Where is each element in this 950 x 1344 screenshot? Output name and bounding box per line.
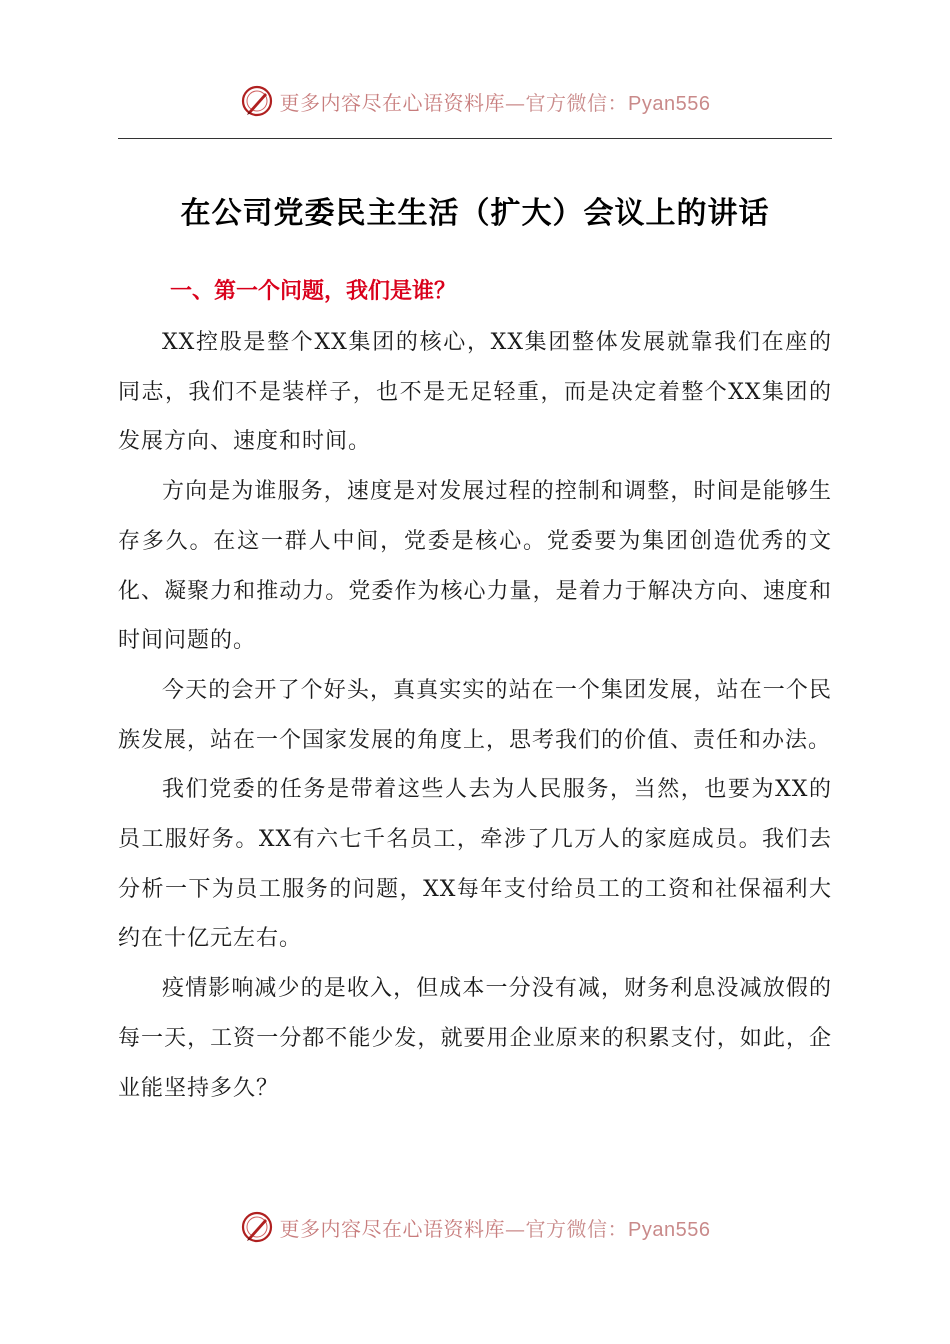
pen-logo-icon	[240, 1210, 274, 1244]
footer-watermark	[0, 1210, 950, 1244]
watermark-brand: 更多内容尽在心语资料库	[279, 1216, 506, 1241]
watermark-label: 官方微信：	[525, 1216, 629, 1241]
header-divider	[118, 138, 832, 139]
page-title: 在公司党委民主生活（扩大）会议上的讲话	[180, 196, 770, 231]
watermark-wechat-id: Pyan556	[628, 1218, 711, 1241]
document-body	[118, 318, 832, 1113]
paragraph: 方向是为谁服务，速度是对发展过程的控制和调整，时间是能够生存多久。在这一群人中间，党委是核心。党委要为集团创造优秀的文化、凝聚力和推动力。党委作为核心力量，是着力于解决方向、速度和时间问题的。	[118, 479, 832, 654]
paragraph: 疫情影响减少的是收入，但成本一分没有减，财务利息没减放假的每一天，工资一分都不能少发，就要用企业原来的积累支付，如此，企业能坚持多久？	[118, 976, 832, 1101]
section-heading: 一、第一个问题，我们是谁？	[170, 279, 457, 304]
pen-logo-icon	[240, 84, 274, 118]
watermark-dash: —	[505, 90, 526, 115]
paragraph: XX控股是整个XX集团的核心，XX集团整体发展就靠我们在座的同志，我们不是装样子，也不是无足轻重，而是决定着整个XX集团的发展方向、速度和时间。	[118, 330, 832, 455]
watermark-label: 官方微信：	[525, 90, 629, 115]
watermark-wechat-id: Pyan556	[628, 92, 711, 115]
watermark-brand: 更多内容尽在心语资料库	[279, 90, 506, 115]
paragraph: 我们党委的任务是带着这些人去为人民服务，当然，也要为XX的员工服好务。XX有六七千名员工，牵涉了几万人的家庭成员。我们去分析一下为员工服务的问题，XX每年支付给员工的工资和社保福利大约在十亿元左右。	[118, 777, 832, 952]
paragraph: 今天的会开了个好头，真真实实的站在一个集团发展，站在一个民族发展，站在一个国家发展的角度上，思考我们的价值、责任和办法。	[118, 677, 832, 753]
watermark-text	[280, 87, 711, 116]
watermark-text	[280, 1213, 711, 1242]
header-watermark	[0, 84, 950, 118]
watermark-dash: —	[505, 1216, 526, 1241]
